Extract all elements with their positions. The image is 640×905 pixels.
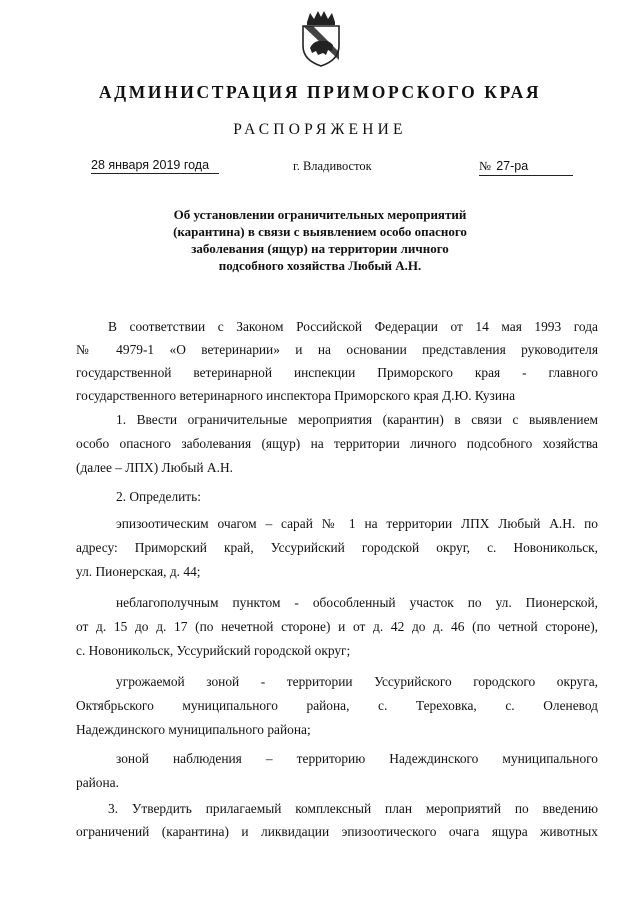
body-line: ограничений (карантина) и ликвидации эпизоотического очага ящура животных [76,824,598,839]
organization-name: АДМИНИСТРАЦИЯ ПРИМОРСКОГО КРАЯ [98,82,542,102]
body-line: Октябрьского муниципального района, с. Тереховка, с. Оленевод [76,698,598,713]
title-line: (карантина) в связи с выявлением особо опасного [173,224,467,239]
body-line: 3. Утвердить прилагаемый комплексный план мероприятий по введению [108,801,598,816]
body-line: 2. Определить: [116,489,201,504]
body-line: адресу: Приморский край, Уссурийский городской округ, с. Новоникольск, [76,540,598,555]
body-line: Надеждинского муниципального района; [76,722,311,737]
title-line: Об установлении ограничительных мероприятий [173,207,467,222]
body-line: угрожаемой зоной - территории Уссурийского городского округа, [116,674,598,689]
body-line: государственной ветеринарной инспекции Приморского края - главного [76,365,598,380]
body-line: с. Новоникольск, Уссурийский городской округ; [76,643,351,658]
number-value: 27-ра [496,159,529,173]
title-line: заболевания (ящур) на территории личного [191,241,449,256]
number-sign: № [479,159,491,173]
document-date: 28 января 2019 года [91,158,219,174]
title-line: подсобного хозяйства Любый А.Н. [218,258,422,273]
document-city: г. Владивосток [293,159,372,173]
body-line: ул. Пионерская, д. 44; [76,564,201,579]
body-line: от д. 15 до д. 17 (по нечетной стороне) и от д. 42 до д. 46 (по четной стороне), [76,619,598,634]
body-line: эпизоотическим очагом – сарай № 1 на территории ЛПХ Любый А.Н. по [116,516,598,531]
body-line: В соответствии с Законом Российской Федерации от 14 мая 1993 года [108,319,598,334]
body-line: № 4979-1 «О ветеринарии» и на основании представления руководителя [76,342,598,357]
document-type: РАСПОРЯЖЕНИЕ [233,121,407,138]
body-line: района. [76,775,119,790]
body-line: зоной наблюдения – территорию Надеждинского муниципального [116,751,598,766]
body-line: государственного ветеринарного инспектора Приморского края Д.Ю. Кузина [76,388,516,403]
document-title [130,206,510,274]
body-line: особо опасного заболевания (ящур) на территории личного подсобного хозяйства [76,436,598,451]
coat-of-arms-emblem [298,8,344,68]
body-line: 1. Ввести ограничительные мероприятия (карантин) в связи с выявлением [116,412,598,427]
document-number [479,158,573,176]
document-meta-row [0,158,640,180]
body-line: (далее – ЛПХ) Любый А.Н. [76,460,233,475]
body-line: неблагополучным пунктом - обособленный участок по ул. Пионерской, [116,595,598,610]
